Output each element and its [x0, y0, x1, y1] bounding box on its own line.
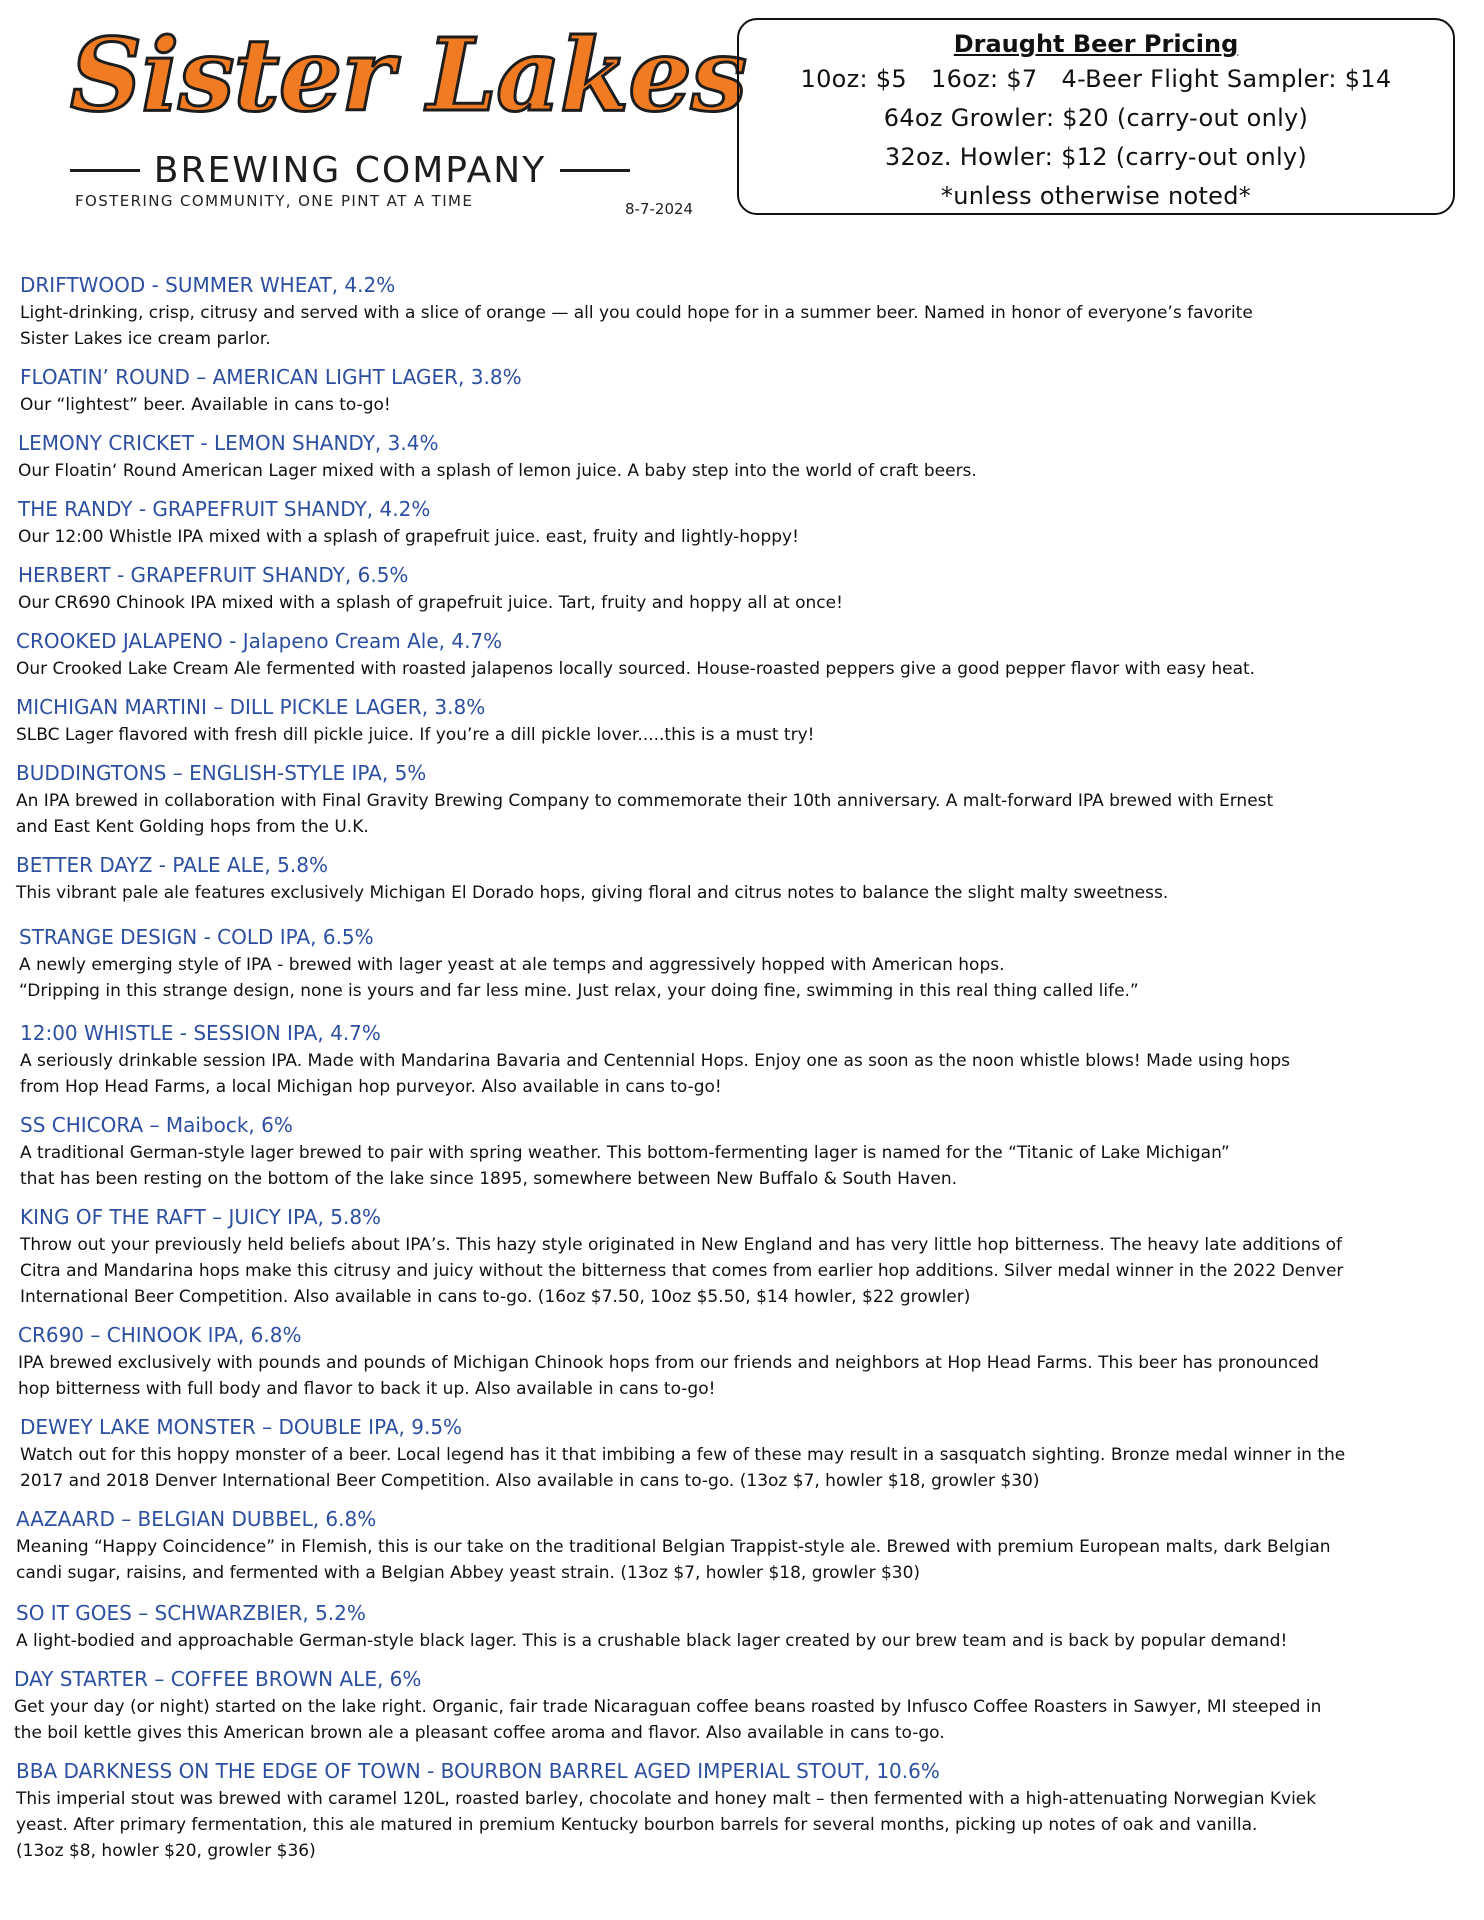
- beer-name: DEWEY LAKE MONSTER – DOUBLE IPA, 9.5%: [20, 1415, 463, 1439]
- logo-rule-left: [70, 169, 140, 172]
- beer-name: LEMONY CRICKET - LEMON SHANDY, 3.4%: [18, 431, 439, 455]
- beer-description: Get your day (or night) started on the lake right. Organic, fair trade Nicaraguan coffee beans roasted by Infusco Coffee Roasters in Sawyer, MI steeped in the boil kettle gives this American brown ale a pleasant coffee aroma and flavor. Also available in cans to-go.: [14, 1697, 1322, 1743]
- beer-name: BETTER DAYZ - PALE ALE, 5.8%: [16, 853, 328, 877]
- price-flight: 4-Beer Flight Sampler: $14: [1061, 65, 1392, 93]
- logo-rule-right: [560, 169, 630, 172]
- logo-wordmark: Sister Lakes: [70, 16, 747, 134]
- beer-description: This vibrant pale ale features exclusively Michigan El Dorado hops, giving floral and citrus notes to balance the slight malty sweetness.: [16, 883, 1169, 903]
- beer-description: A seriously drinkable session IPA. Made with Mandarina Bavaria and Centennial Hops. Enjoy one as soon as the noon whistle blows! Made using hops from Hop Head Farms, a local Michigan hop purveyor. Also available in cans to-go!: [20, 1051, 1290, 1097]
- beer-item: [16, 760, 1466, 840]
- beer-description: Our Floatin‘ Round American Lager mixed with a splash of lemon juice. A baby step into the world of craft beers.: [18, 461, 977, 481]
- menu-date: 8-7-2024: [625, 200, 694, 218]
- beer-name: DAY STARTER – COFFEE BROWN ALE, 6%: [14, 1667, 422, 1691]
- beer-name: CR690 – CHINOOK IPA, 6.8%: [18, 1323, 302, 1347]
- beer-description: A traditional German-style lager brewed to pair with spring weather. This bottom-fermenting lager is named for the “Titanic of Lake Michigan” that has been resting on the bottom of the lake since 1895, somewhere between New Buffalo & South Haven.: [20, 1143, 1230, 1189]
- beer-item: [20, 364, 1470, 418]
- price-howler: 32oz. Howler: $12 (carry-out only): [884, 143, 1308, 171]
- price-16oz: 16oz: $7: [931, 65, 1038, 93]
- beer-description: Light-drinking, crisp, citrusy and served with a slice of orange — all you could hope for in a summer beer. Named in honor of everyone’s favorite Sister Lakes ice cream parlor.: [20, 303, 1253, 349]
- beer-description: A light-bodied and approachable German-style black lager. This is a crushable black lager created by our brew team and is back by popular demand!: [16, 1631, 1288, 1651]
- beer-name: MICHIGAN MARTINI – DILL PICKLE LAGER, 3.8%: [16, 695, 486, 719]
- beer-description: SLBC Lager flavored with fresh dill pickle juice. If you’re a dill pickle lover.....this is a must try!: [16, 725, 815, 745]
- tagline: FOSTERING COMMUNITY, ONE PINT AT A TIME: [75, 192, 474, 210]
- beer-description: A newly emerging style of IPA - brewed with lager yeast at ale temps and aggressively hopped with American hops. “Dripping in this strange design, none is yours and far less mine. Just relax, your doing fine, swimming in this real thing called life.”: [19, 955, 1139, 1001]
- beer-name: AAZAARD – BELGIAN DUBBEL, 6.8%: [16, 1507, 377, 1531]
- logo-subtitle: BREWING COMPANY: [153, 150, 547, 191]
- beer-description: Our CR690 Chinook IPA mixed with a splash of grapefruit juice. Tart, fruity and hoppy all at once!: [18, 593, 843, 613]
- beer-description: Our “lightest” beer. Available in cans to-go!: [20, 395, 391, 415]
- beer-name: KING OF THE RAFT – JUICY IPA, 5.8%: [20, 1205, 382, 1229]
- beer-item: [16, 852, 1466, 906]
- beer-item: [19, 924, 1469, 1004]
- beer-name: FLOATIN’ ROUND – AMERICAN LIGHT LAGER, 3.8%: [20, 365, 522, 389]
- beer-item: [14, 1666, 1464, 1746]
- beer-description: Our 12:00 Whistle IPA mixed with a splash of grapefruit juice. east, fruity and lightly-hoppy!: [18, 527, 799, 547]
- beer-item: [16, 628, 1466, 682]
- beer-name: SO IT GOES – SCHWARZBIER, 5.2%: [16, 1601, 366, 1625]
- beer-item: [16, 1600, 1466, 1654]
- beer-item: [18, 430, 1468, 484]
- pricing-sizes: [739, 60, 1453, 99]
- beer-description: Our Crooked Lake Cream Ale fermented with roasted jalapenos locally sourced. House-roasted peppers give a good pepper flavor with easy heat.: [16, 659, 1256, 679]
- beer-description: This imperial stout was brewed with caramel 120L, roasted barley, chocolate and honey malt – then fermented with a high-attenuating Norwegian Kviek yeast. After primary fermentation, this ale matured in premium Kentucky bourbon barrels for several months, picking up notes of oak and vanilla. (13oz $8, howler $20, growler $36): [16, 1789, 1317, 1861]
- beer-name: THE RANDY - GRAPEFRUIT SHANDY, 4.2%: [18, 497, 431, 521]
- beer-name: HERBERT - GRAPEFRUIT SHANDY, 6.5%: [18, 563, 409, 587]
- beer-item: [20, 1414, 1470, 1494]
- beer-name: DRIFTWOOD - SUMMER WHEAT, 4.2%: [20, 273, 396, 297]
- beer-item: [20, 272, 1470, 352]
- beer-name: BBA DARKNESS ON THE EDGE OF TOWN - BOURBON BARREL AGED IMPERIAL STOUT, 10.6%: [16, 1759, 940, 1783]
- beer-item: [16, 1506, 1466, 1586]
- beer-description: Throw out your previously held beliefs about IPA’s. This hazy style originated in New England and has very little hop bitterness. The heavy late additions of Citra and Mandarina hops make this citrusy and juicy without the bitterness that comes from earlier hop additions. Silver medal winner in the 2022 Denver International Beer Competition. Also available in cans to-go. (16oz $7.50, 10oz $5.50, $14 howler, $22 growler): [20, 1235, 1344, 1307]
- beer-item: [16, 694, 1466, 748]
- beer-name: SS CHICORA – Maibock, 6%: [20, 1113, 293, 1137]
- price-10oz: 10oz: $5: [800, 65, 908, 93]
- beer-name: STRANGE DESIGN - COLD IPA, 6.5%: [19, 925, 374, 949]
- logo-subtitle-row: [70, 150, 630, 191]
- pricing-title: Draught Beer Pricing: [953, 30, 1239, 58]
- beer-description: IPA brewed exclusively with pounds and pounds of Michigan Chinook hops from our friends and neighbors at Hop Head Farms. This beer has pronounced hop bitterness with full body and flavor to back it up. Also available in cans to-go!: [18, 1353, 1319, 1399]
- price-growler: 64oz Growler: $20 (carry-out only): [883, 104, 1309, 132]
- beer-item: [18, 562, 1468, 616]
- beer-item: [20, 1020, 1470, 1100]
- beer-item: [20, 1112, 1470, 1192]
- pricing-note: *unless otherwise noted*: [940, 182, 1252, 210]
- beer-name: 12:00 WHISTLE - SESSION IPA, 4.7%: [20, 1021, 381, 1045]
- pricing-box: [737, 18, 1455, 215]
- beer-description: An IPA brewed in collaboration with Final Gravity Brewing Company to commemorate their 10th anniversary. A malt-forward IPA brewed with Ernest and East Kent Golding hops from the U.K.: [16, 791, 1274, 837]
- beer-name: BUDDINGTONS – ENGLISH-STYLE IPA, 5%: [16, 761, 427, 785]
- beer-description: Meaning “Happy Coincidence” in Flemish, this is our take on the traditional Belgian Trappist-style ale. Brewed with premium European malts, dark Belgian candi sugar, raisins, and fermented with a Belgian Abbey yeast strain. (13oz $7, howler $18, growler $30): [16, 1537, 1331, 1583]
- beer-item: [16, 1758, 1466, 1864]
- beer-description: Watch out for this hoppy monster of a beer. Local legend has it that imbibing a few of these may result in a sasquatch sighting. Bronze medal winner in the 2017 and 2018 Denver International Beer Competition. Also available in cans to-go. (13oz $7, howler $18, growler $30): [20, 1445, 1346, 1491]
- beer-item: [18, 1322, 1468, 1402]
- beer-item: [18, 496, 1468, 550]
- beer-name: CROOKED JALAPENO - Jalapeno Cream Ale, 4.7%: [16, 629, 503, 653]
- beer-item: [20, 1204, 1470, 1310]
